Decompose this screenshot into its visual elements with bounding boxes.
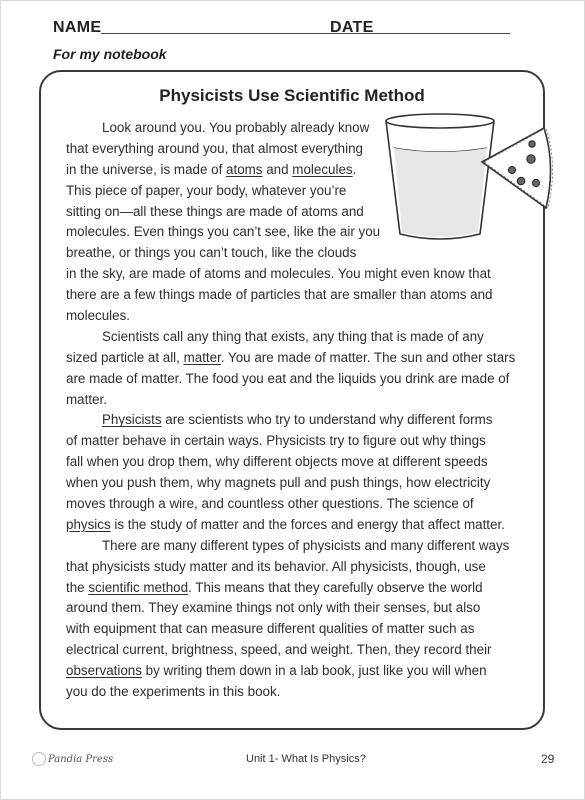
text-line xyxy=(66,661,526,682)
notebook-label: For my notebook xyxy=(53,46,167,62)
text-run: . This means that they carefully observe the world xyxy=(188,579,483,595)
name-label: NAME xyxy=(53,19,102,36)
vocabulary-term: molecules xyxy=(292,161,353,177)
text-line xyxy=(66,410,526,431)
text-line: when you push them, why magnets pull and push things, how electricity xyxy=(66,475,491,491)
date-blank-line xyxy=(372,33,510,34)
page-title: Physicists Use Scientific Method xyxy=(159,86,425,105)
text-run: . xyxy=(352,161,357,177)
page-number: 29 xyxy=(541,752,555,766)
text-line: that physicists study matter and its behavior. All physicists, though, use xyxy=(66,558,486,574)
text-line: There are many different types of physicists and many different ways xyxy=(102,537,510,553)
text-line: that everything around you, that almost everything xyxy=(66,140,364,156)
vocabulary-term: Physicists xyxy=(102,412,162,428)
molecule-icon xyxy=(529,141,535,147)
article-body xyxy=(66,118,526,703)
text-line: around them. They examine things not only with their senses, but also xyxy=(66,600,481,616)
vocabulary-term: matter xyxy=(183,349,221,365)
text-line xyxy=(66,348,526,369)
paragraph xyxy=(66,118,526,327)
text-line: with equipment that can measure different qualities of matter such as xyxy=(66,621,475,637)
vocabulary-term: scientific method xyxy=(88,579,189,595)
text-run: is the study of matter and the forces and energy that affect matter. xyxy=(110,516,505,532)
text-line xyxy=(66,160,526,181)
text-line: fall when you drop them, why different objects move at different speeds xyxy=(66,454,488,470)
text-line: are made of matter. The food you eat and the liquids you drink are made of xyxy=(66,370,510,386)
text-run: the xyxy=(66,579,89,595)
page-footer xyxy=(0,752,585,772)
paragraph xyxy=(66,536,526,703)
text-line xyxy=(66,515,526,536)
text-line: molecules. Even things you can’t see, like the air you xyxy=(66,224,381,240)
publisher-name: Pandia Press xyxy=(48,754,114,765)
text-line: you do the experiments in this book. xyxy=(66,684,281,700)
text-line: This piece of paper, your body, whatever you’re xyxy=(66,182,347,198)
text-line: Look around you. You probably already know xyxy=(102,120,370,135)
text-line: molecules. xyxy=(66,308,131,324)
vocabulary-term: observations xyxy=(66,663,142,679)
text-line: Scientists call any thing that exists, any thing that is made of any xyxy=(102,328,484,344)
text-line: moves through a wire, and countless other questions. The science of xyxy=(66,496,474,512)
date-label: DATE xyxy=(330,19,374,36)
text-line: in the sky, are made of atoms and molecules. You might even know that xyxy=(66,266,491,282)
text-line: matter. xyxy=(66,391,107,407)
paragraph xyxy=(66,327,526,411)
text-line xyxy=(66,578,526,599)
text-line: sitting on—all these things are made of atoms and xyxy=(66,203,364,219)
text-line: of matter behave in certain ways. Physicists try to figure out why things xyxy=(66,433,486,449)
text-run: are scientists who try to understand why different forms xyxy=(161,412,493,428)
paragraph xyxy=(66,410,526,535)
text-run: by writing them down in a lab book, just like you will when xyxy=(141,663,487,679)
text-run: sized particle at all, xyxy=(66,349,184,365)
molecule-icon xyxy=(532,179,539,186)
text-run: in the universe, is made of xyxy=(66,161,227,177)
text-run: and xyxy=(262,161,293,177)
text-line: electrical current, brightness, speed, and weight. Then, they record their xyxy=(66,642,492,658)
vocabulary-term: physics xyxy=(66,516,111,532)
vocabulary-term: atoms xyxy=(226,161,263,177)
publisher-logo-icon xyxy=(32,752,46,766)
molecule-icon xyxy=(527,155,535,163)
text-line: breathe, or things you can’t touch, like the clouds xyxy=(66,245,357,261)
unit-label: Unit 1- What Is Physics? xyxy=(246,753,366,765)
header-row xyxy=(53,17,545,39)
text-run: . You are made of matter. The sun and other stars xyxy=(220,349,516,365)
text-line: there are a few things made of particles that are smaller than atoms and xyxy=(66,287,493,303)
